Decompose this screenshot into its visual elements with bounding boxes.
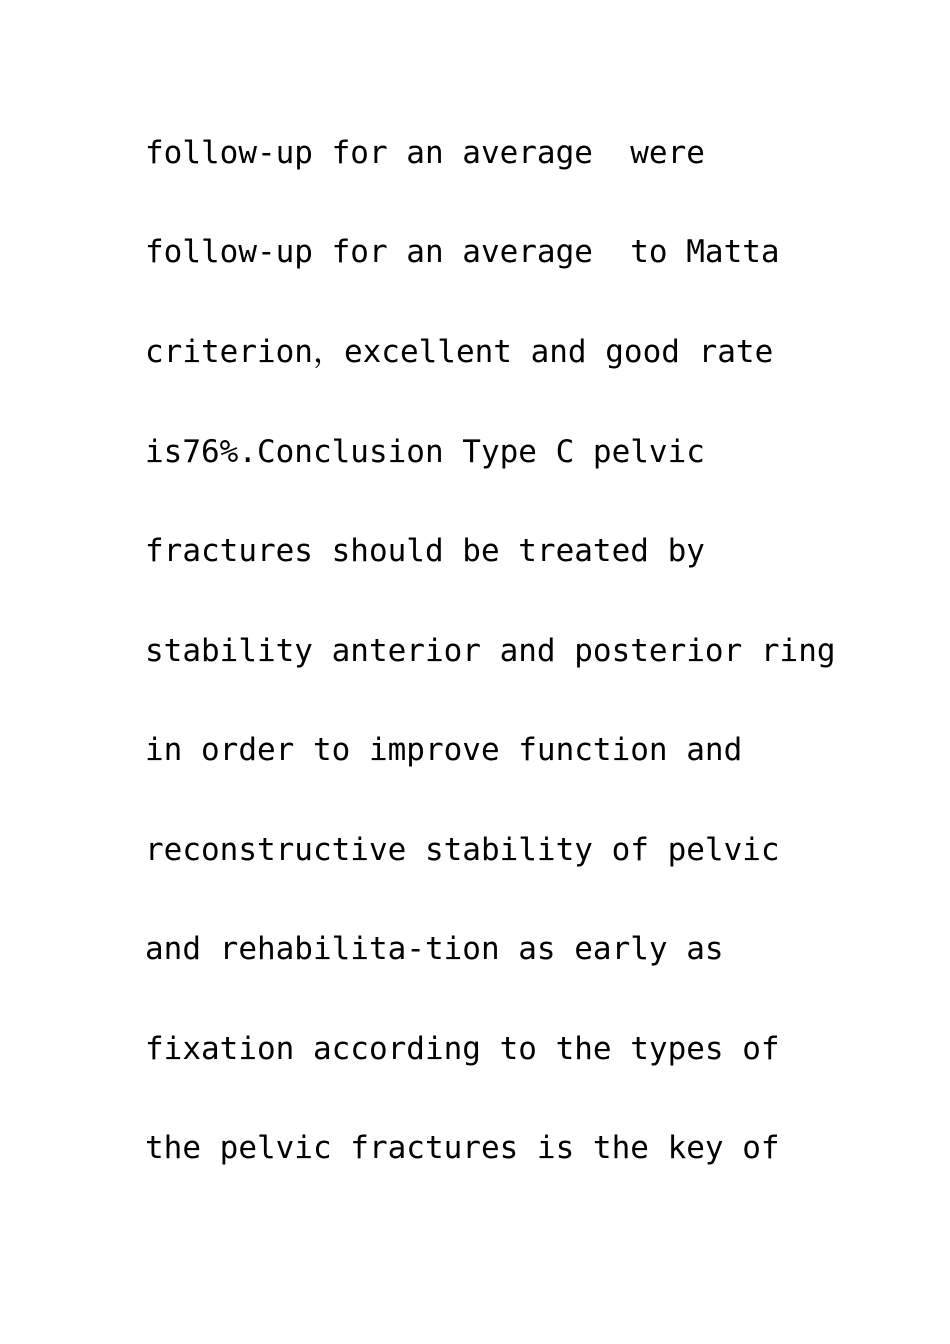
text-line: the pelvic fractures is the key of <box>145 1130 780 1166</box>
text-line: follow-up for an average were <box>145 135 705 171</box>
text-line: fractures should be treated by <box>145 533 705 569</box>
text-line: reconstructive stability of pelvic <box>145 832 780 868</box>
text-line: stability anterior and posterior ring <box>145 633 836 669</box>
text-line: follow-up for an average to Matta <box>145 234 780 270</box>
text-line: in order to improve function and <box>145 732 743 768</box>
text-line: criterion，excellent and good rate <box>145 334 774 370</box>
text-line: fixation according to the types of <box>145 1031 780 1067</box>
text-line: and rehabilita-tion as early as <box>145 931 724 967</box>
text-line: is76%.Conclusion Type C pelvic <box>145 434 705 470</box>
